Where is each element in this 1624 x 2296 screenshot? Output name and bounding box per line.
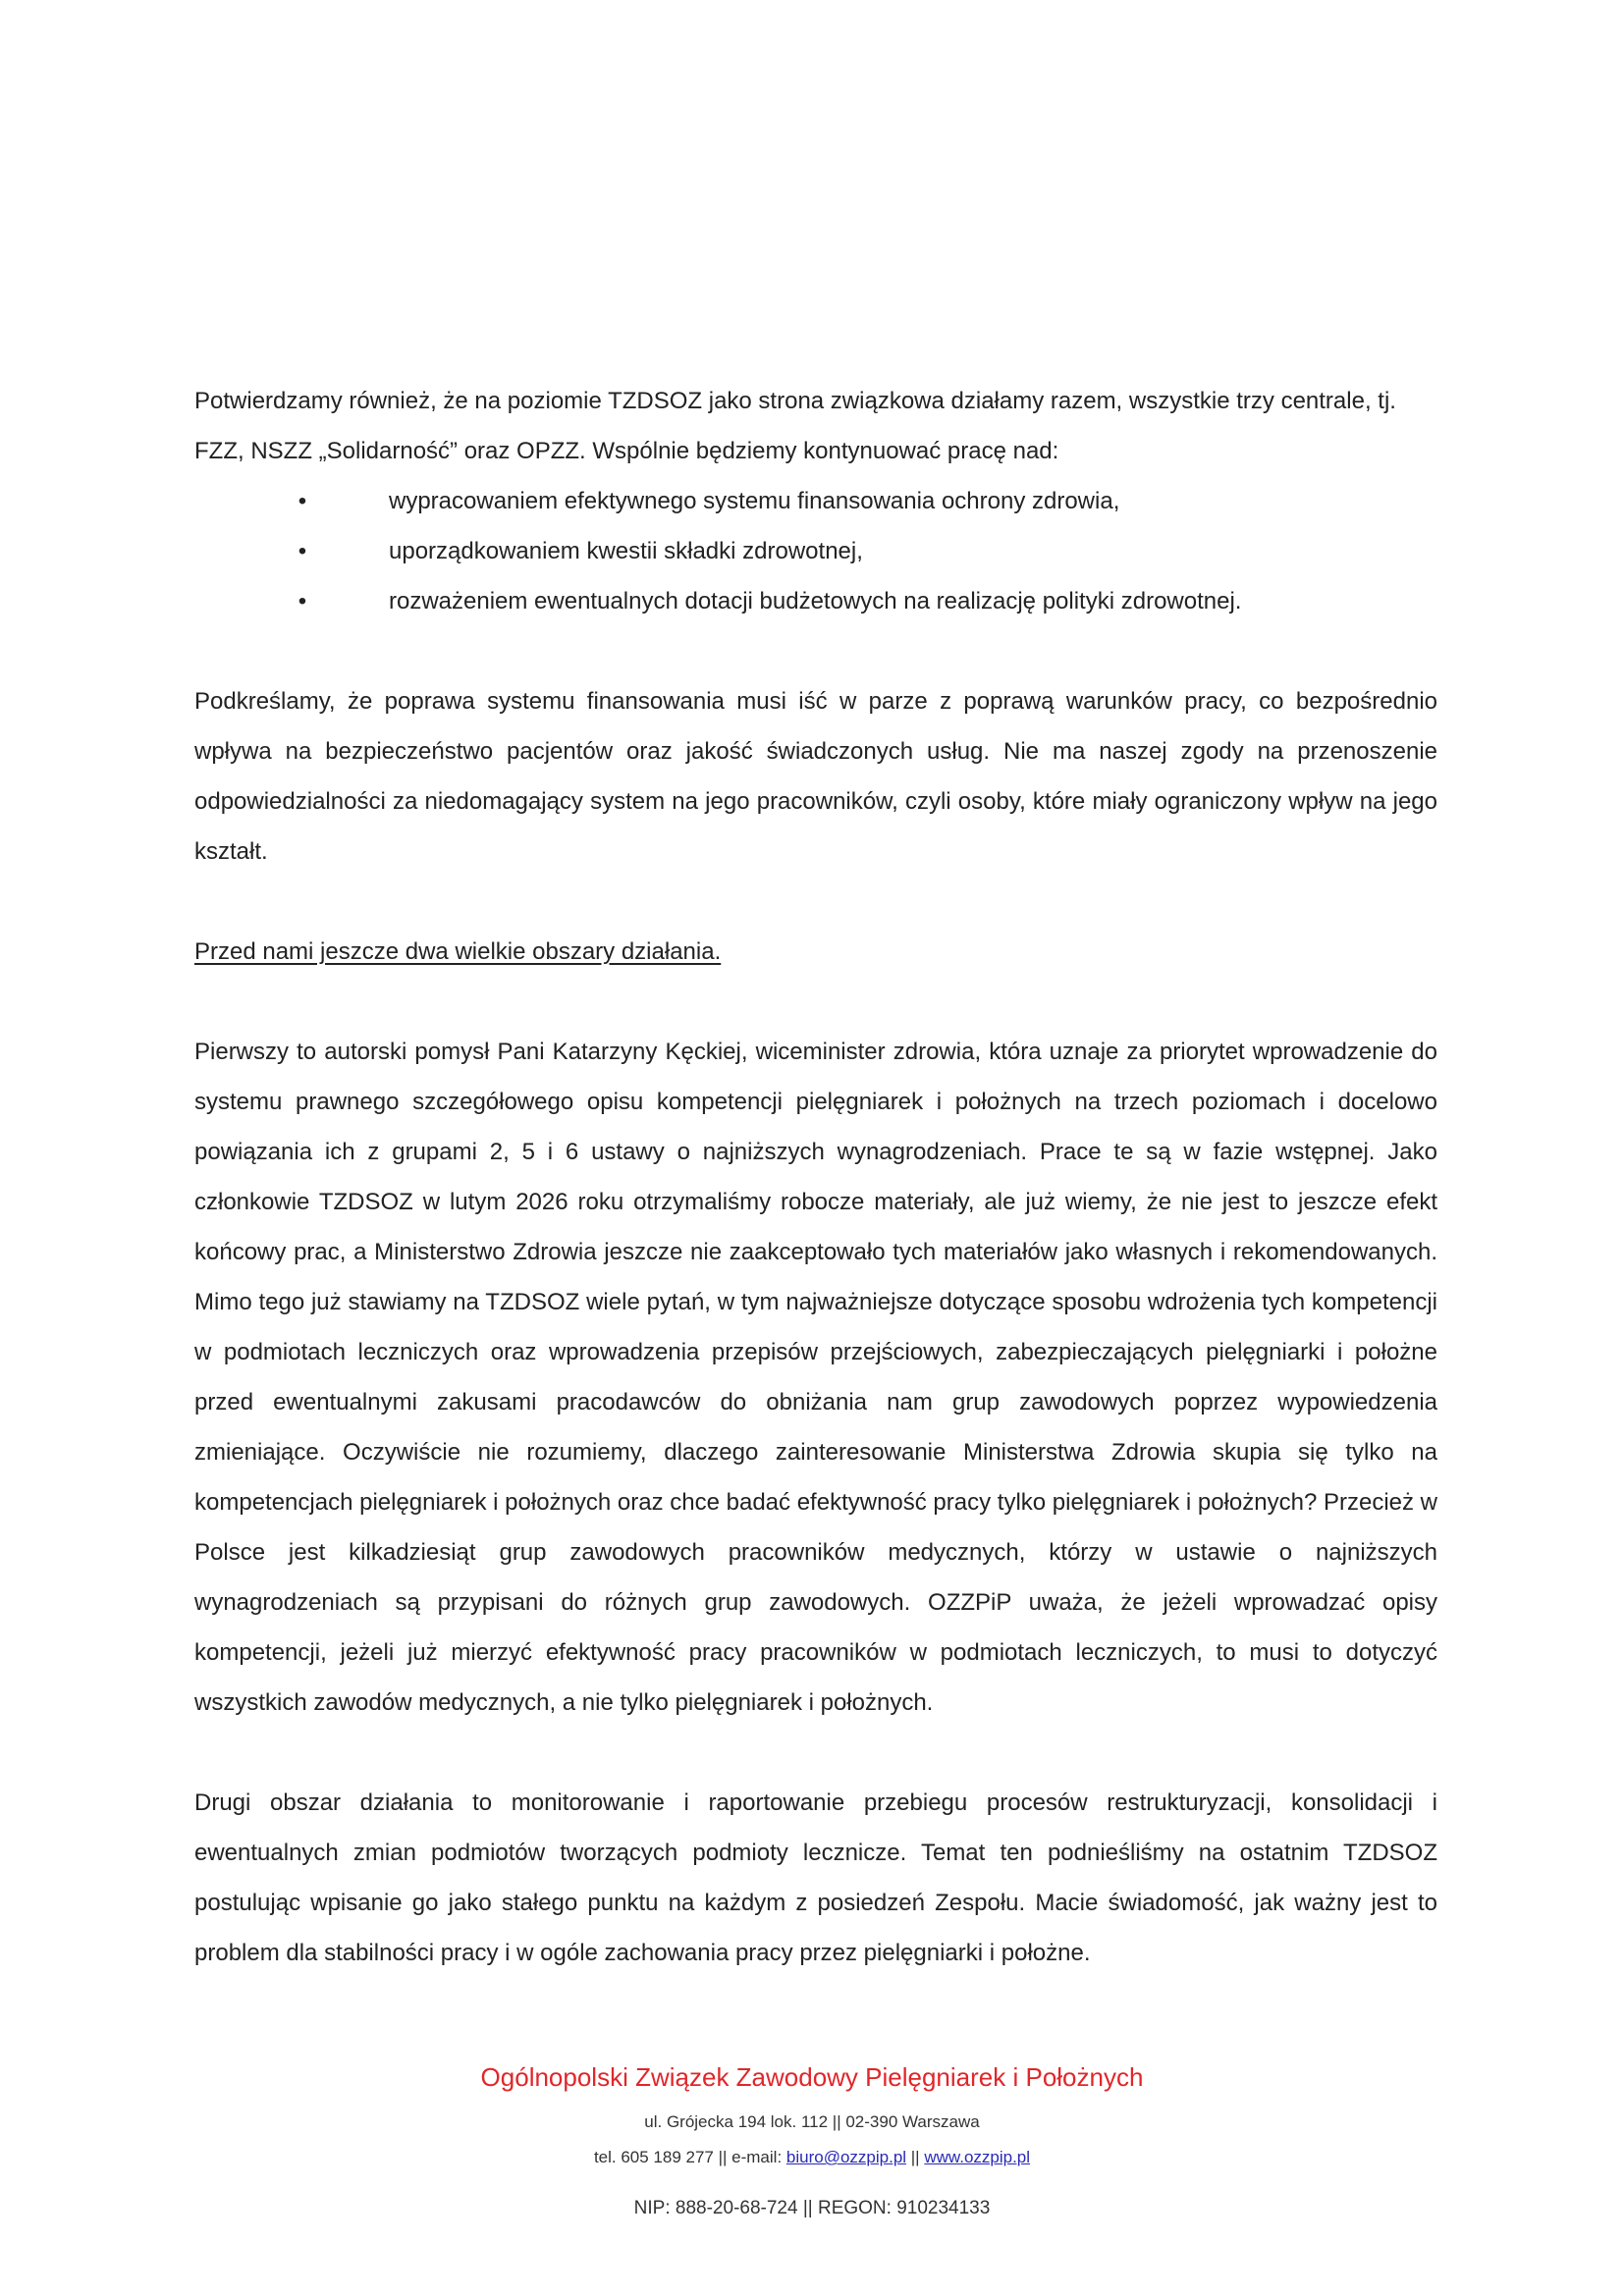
paragraph-restructuring: Drugi obszar działania to monitorowanie i raportowanie przebiegu procesów restrukturyzacji, konsolidacji i ewentualnych zmian podmiotów tworzących podmioty lecznicze. Temat ten podnieśliśmy na ostatnim TZDSOZ postulując wpisanie go jako stałego punktu na każdym z posiedzeń Zespołu. Macie świadomość, jak ważny jest to problem dla stabilności pracy i w ogóle zachowania pracy przez pielęgniarki i położne. <box>194 1789 1437 1966</box>
website-link[interactable]: www.ozzpip.pl <box>924 2148 1031 2166</box>
bullet-icon: • <box>298 538 307 564</box>
footer-separator: || <box>906 2148 925 2166</box>
bullet-list <box>194 476 1437 626</box>
paragraph-intro-line-2: FZZ, NSZZ „Solidarność” oraz OPZZ. Wspólnie będziemy kontynuować pracę nad: <box>194 438 1059 464</box>
list-item-text: wypracowaniem efektywnego systemu finansowania ochrony zdrowia, <box>389 488 1120 514</box>
footer-phone: tel. 605 189 277 || e-mail: <box>593 2148 786 2166</box>
section-heading: Przed nami jeszcze dwa wielkie obszary działania. <box>194 938 722 965</box>
paragraph-intro-line-1: Potwierdzamy również, że na poziomie TZDSOZ jako strona związkowa działamy razem, wszystkie trzy centrale, tj. <box>194 388 1396 414</box>
footer-address: ul. Grójecka 194 lok. 112 || 02-390 Warszawa <box>644 2112 980 2131</box>
paragraph-working-conditions: Podkreślamy, że poprawa systemu finansowania musi iść w parze z poprawą warunków pracy, co bezpośrednio wpływa na bezpieczeństwo pacjentów oraz jakość świadczonych usług. Nie ma naszej zgody na przenoszenie odpowiedzialności za niedomagający system na jego pracowników, czyli osoby, które miały ograniczony wpływ na jego kształt. <box>194 688 1437 865</box>
list-item <box>194 476 1437 526</box>
bullet-icon: • <box>298 488 307 514</box>
document-body <box>194 376 1437 1978</box>
list-item <box>194 526 1437 576</box>
list-item-text: rozważeniem ewentualnych dotacji budżetowych na realizację polityki zdrowotnej. <box>389 588 1242 614</box>
list-item <box>194 576 1437 626</box>
footer-registration-ids: NIP: 888-20-68-724 || REGON: 910234133 <box>633 2198 991 2218</box>
bullet-icon: • <box>298 588 307 614</box>
email-link[interactable]: biuro@ozzpip.pl <box>785 2148 907 2166</box>
organization-name: Ogólnopolski Związek Zawodowy Pielęgniarek i Położnych <box>480 2062 1144 2092</box>
footer-contact <box>0 2140 1624 2175</box>
page-footer <box>0 2057 1624 2226</box>
paragraph-competencies: Pierwszy to autorski pomysł Pani Katarzyny Kęckiej, wiceminister zdrowia, która uznaje za priorytet wprowadzenie do systemu prawnego szczegółowego opisu kompetencji pielęgniarek i położnych na trzech poziomach i docelowo powiązania ich z grupami 2, 5 i 6 ustawy o najniższych wynagrodzeniach. Prace te są w fazie wstępnej. Jako członkowie TZDSOZ w lutym 2026 roku otrzymaliśmy robocze materiały, ale już wiemy, że nie jest to jeszcze efekt końcowy prac, a Ministerstwo Zdrowia jeszcze nie zaakceptowało tych materiałów jako własnych i rekomendowanych. Mimo tego już stawiamy na TZDSOZ wiele pytań, w tym najważniejsze dotyczące sposobu wdrożenia tych kompetencji w podmiotach leczniczych oraz wprowadzenia przepisów przejściowych, zabezpieczających pielęgniarki i położne przed ewentualnymi zakusami pracodawców do obniżania nam grup zawodowych poprzez wypowiedzenia zmieniające. Oczywiście nie rozumiemy, dlaczego zainteresowanie Ministerstwa Zdrowia skupia się tylko na kompetencjach pielęgniarek i położnych oraz chce badać efektywność pracy tylko pielęgniarek i położnych? Przecież w Polsce jest kilkadziesiąt grup zawodowych pracowników medycznych, którzy w ustawie o najniższych wynagrodzeniach są przypisani do różnych grup zawodowych. OZZPiP uważa, że jeżeli wprowadzać opisy kompetencji, jeżeli już mierzyć efektywność pracy pracowników w podmiotach leczniczych, to musi to dotyczyć wszystkich zawodów medycznych, a nie tylko pielęgniarek i położnych. <box>194 1039 1437 1716</box>
list-item-text: uporządkowaniem kwestii składki zdrowotnej, <box>389 538 863 564</box>
